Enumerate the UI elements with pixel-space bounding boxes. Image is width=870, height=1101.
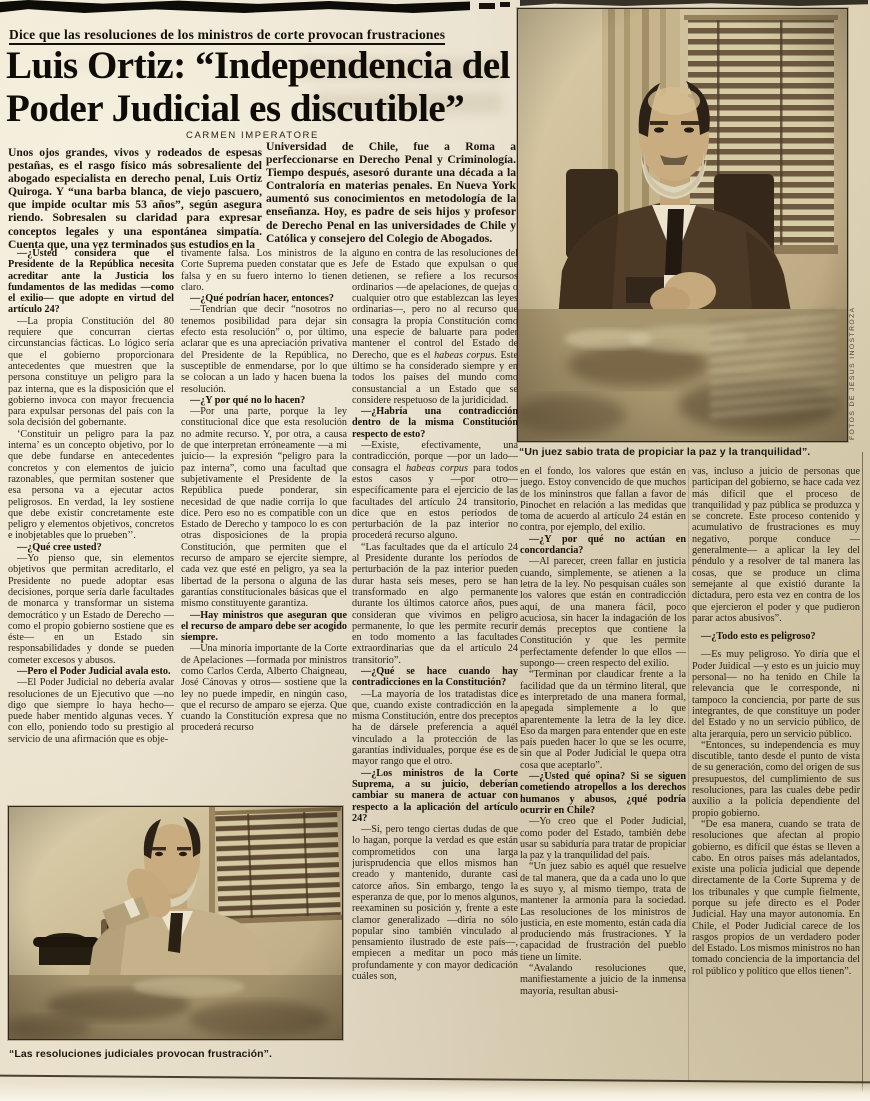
ink-fragment xyxy=(479,3,495,9)
article-paragraph: —¿Usted qué opina? Si se siguen cometiendo atropellos a los derechos humanos y abusos, ¿qué podría ocurrir en Chile? xyxy=(520,771,686,816)
article-paragraph: “Un juez sabio es aquél que resuelve de tal manera, que da a cada uno lo que es suyo y, al mismo tiempo, trata de mantener la armonía para la sociedad. Las resoluciones de los ministros de justicia, en este momento, están cada día produciendo más frustraciones. Y la capacidad de frustración del pueblo tiene un límite. xyxy=(520,861,686,963)
headline-line1: Luis Ortiz: “Independencia del xyxy=(6,44,510,87)
page-bottom-edge xyxy=(0,1082,870,1101)
article-paragraph: —¿Habría una contradicción dentro de la misma Constitución respecto de esto? xyxy=(352,406,518,440)
article-paragraph: —Yo pienso que, sin elementos objetivos que permitan acreditarlo, el Presidente no puede adoptar esas decisiones, porque sería darle facultades de monarca y transformar un sistema democrático y un Estado de Derecho —como el propio gobierno sostiene que es éste— en un Estado sin responsabilidades y donde se pueden cometer excesos y abusos. xyxy=(8,553,174,666)
article-column-2 xyxy=(181,248,347,800)
photo-top-illustration xyxy=(518,9,847,441)
article-paragraph: “De esa manera, cuando se trata de resoluciones que afectan al propio gobierno, es difícil que éstas se lleven a cabo. En otros países más adelantados, existe una policía judicial que depende directamente de la Corte Suprema y de los tribunales y que cumple fielmente, porque su jefe directo es el Poder Judicial. Hay una mayor autonomía. En Chile, el Poder Judicial carece de los rasgos propios de un verdadero poder del Estado. Los mismos ministros no han tomado conciencia de la importancia del rol público y político que ellos tienen”. xyxy=(692,818,860,977)
headline xyxy=(6,44,510,130)
article-paragraph: “Las facultades que da el artículo 24 al Presidente durante los períodos de perturbación de la paz interior pueden durar hasta seis meses, pero se han transformado en algo permanente durante los últimos catorce años, pues consideran que vivimos en peligro permanente, lo que les permite recurir en todo momento a las facultades extraordinarias que da el artículo 24 transitorio”. xyxy=(352,541,518,666)
article-paragraph: —Tendrían que decir “nosotros no tenemos posibilidad para dejar sin efecto esta resolución” o, por último, aclarar que es una apreciación privativa del Presidente de la República, no susceptible de enmendarse, por lo que se colocan a un lado y hacen buena la resolución. xyxy=(181,304,347,395)
byline: CARMEN IMPERATORE xyxy=(186,130,319,141)
article-paragraph: alguno en contra de las resoluciones del Jefe de Estado que expulsan o que detienen, se refiere a los recursos ordinarios —de apelaciones, de quejas o cualquier otro que establezcan las leyes ordinarias—, pero no al recurso que consagra la propia Constitución como una especie de baluarte para poder mantener el control del Estado de Derecho, que es el habeas corpus. Este último se ha considerado siempre y en todos los países del mundo como consustancial a un Estado que se considere respetuoso de la juridicidad. xyxy=(352,248,518,406)
article-paragraph: —El Poder Judicial no debería avalar resoluciones de un Ejecutivo que —no digo que siempre lo haya hecho— puede haber mentido algunas veces. Y con ello, poniendo todo su prestigio al servicio de una afirmación que es obje- xyxy=(8,677,174,745)
article-paragraph: —¿Y por qué no actúan en concordancia? xyxy=(520,533,686,557)
photo-top-caption: “Un juez sabio trata de propiciar la paz y la tranquilidad”. xyxy=(519,446,811,458)
article-paragraph: —¿Y por qué no lo hacen? xyxy=(190,394,306,406)
article-paragraph: “Terminan por claudicar frente a la facilidad que da un término literal, que es interpretado de una manera formal, apegada simplemente a lo que aparentemente la letra de la ley dice. Eso da margen para entender que en este país pueden hacer lo que se les ocurre, sin que al Poder Judicial le quepa otra cosa que aceptarlo”. xyxy=(520,669,686,771)
article-paragraph: tivamente falsa. Los ministros de la Corte Suprema pueden constatar que es falsa y en su fuero interno lo tienen claro. xyxy=(181,248,347,293)
page-top-ink-bar xyxy=(0,0,470,13)
article-paragraph: —La mayoría de los tratadistas dice que, cuando existe contradicción en la misma Constitución, entre dos preceptos ha de dársele preferencia a aquél vinculado a la protección de las garantías individuales, porque ése es de mayor rango que el otro. xyxy=(352,688,518,768)
article-paragraph: “Avalando resoluciones que, manifiestamente a juicio de la inmensa mayoría, resultan abusi- xyxy=(520,963,686,997)
ink-fragment xyxy=(520,0,868,6)
vignette xyxy=(9,807,342,1039)
article-paragraph: —Existe, efectivamente, una contradicción, porque —por un lado— consagra el habeas corpus para todos estos casos y —por otro— específicamente para el ejercicio de las facultades del artículo 24 transitorio, dice que en estos períodos de perturbación de la paz interior no procederá recurso alguno. xyxy=(352,440,518,542)
photo-luis-ortiz-gesturing xyxy=(8,806,343,1040)
article-paragraph: —Pero el Poder Judicial avala esto. xyxy=(17,665,171,677)
photo-credit: FOTOS DE JESUS INOSTROZA xyxy=(849,306,856,440)
photo-luis-ortiz-at-desk xyxy=(517,8,848,442)
article-paragraph: —¿Usted considera que el Presidente de la República necesita acreditar ante la Justicia los fundamentos de las medidas —como el exilio— que adopte en virtud del artículo 24? xyxy=(8,248,174,316)
intro-paragraph-left: Unos ojos grandes, vivos y rodeados de espesas pestañas, es el rasgo físico más sobresaliente del abogado especialista en derecho penal, Luis Ortiz Quiroga. Y “una barba blanca, de viejo pascuero, que impide ocultar mis 53 años”, según asegura riendo. Sobresalen su claridad para expresar conceptos legales y una espontánea simpatía. Cuenta que, una vez terminados sus estudios en la xyxy=(8,146,262,251)
photo-bottom-illustration xyxy=(9,807,342,1039)
article-paragraph: —La propia Constitución del 80 requiere que concurran ciertas circunstancias fácticas. Lo lógico sería que el gobierno proporcionara antecedentes que muestren que la persona constituye un peligro para la paz interna, que es la disposición que el gobierno invoca con mayor frecuencia para expulsar personas del país con la sola decisión del gobernante. xyxy=(8,315,174,429)
vignette xyxy=(518,9,847,441)
article-paragraph: —¿Qué podrían hacer, entonces? xyxy=(190,293,334,305)
article-paragraph: ‘Constituir un peligro para la paz interna’ es un concepto objetivo, por lo que debe fundarse en antecedentes concretos y con elementos de juicio razonables, que permitan sostener que esa persona va a ejecutar actos peligrosos. En verdad, la ley sostiene que debe existir concretamente este peligro y elementos objetivos, concretos e inobjetables que lo prueben’’. xyxy=(8,428,174,542)
article-paragraph: —Es muy peligroso. Yo diría que el Poder Juidical —y esto es un juicio muy personal— no ha tenido en Chile la relevancia que le corresponde, ni tampoco la conciencia, por parte de sus integrantes, de que constituye un poder del Estado y no un servicio público, de alta jerarquía, pero un servicio público. xyxy=(692,649,860,740)
article-paragraph: en el fondo, los valores que están en juego. Estoy convencido de que muchos de los mininstros que fallan a favor de Pinochet en relación a las medidas que toma de acuerdo al artículo 24 están en contra, por ejemplo, del exilio. xyxy=(520,466,686,534)
article-paragraph: vas, incluso a juicio de personas que participan del gobierno, se hace cada vez más difícil que el proceso de tranquilidad y paz pública se produzca y se concrete. Este proceso contenido y acumulativo de frustraciones es muy negativo, porque conduce —generalmente— a aplicar la ley del péndulo y a resolver de tal manera las cosas, que se produce un clima semejante al que existió durante la dictadura, pero esta vez en contra de los que ejercieron el poder y que pudieron parar actos abusivos”. xyxy=(692,466,860,624)
article-paragraph: —Sí, pero tengo ciertas dudas de que lo hagan, porque la verdad es que están comprometidos con una larga jurisprudencia que ellos mismos han creado y mantenido, durante casi catorce años. Sin embargo, tengo la esperanza de que, por lo menos algunos, reexaminen su posición y, frente a este clamor generalizado —diría no sólo popular sino también vinculado al pensamiento ilustrado de este país—, empiecen a meditar un poco más profundamente y con mayor dedicación cuáles son, xyxy=(352,824,518,982)
ink-fragment xyxy=(500,2,510,7)
article-paragraph: —Hay ministros que aseguran que el recurso de amparo debe ser acogido siempre. xyxy=(181,609,347,644)
article-column-3 xyxy=(352,248,518,1086)
photo-bottom-caption: “Las resoluciones judiciales provocan frustración”. xyxy=(9,1048,273,1060)
article-paragraph: —Yo creo que el Poder Judicial, como poder del Estado, también debe usar su sabiduría para tratar de propiciar la paz y la tranquilidad del país. xyxy=(520,816,686,862)
article-paragraph: —Por una parte, porque la ley constitucional dice que esta resolución no admite recurso. Y, por otra, a causa de que interpretan erróneamente —a mi juicio— la expresión “peligro para la paz interna”, como una facultad que subjetivamente el Presidente de la República puede ponderar, sin necesidad de que nadie corrija lo que dice. Pero eso no es compatible con un Estado de Derecho y tampoco lo es con otras disposiciones de la propia Constitución, que permiten que el recurso de amparo se ejercite siempre, cada vez que esté en peligro, ya sea la libertad de la persona o alguna de las garantías constitucionales básicas que el mismo constituyente garantiza. xyxy=(181,406,347,610)
kicker-text: Dice que las resoluciones de los ministros de corte provocan frustraciones xyxy=(9,27,445,45)
headline-line2: Poder Judicial es discutible” xyxy=(6,87,465,130)
kicker xyxy=(9,27,445,43)
article-paragraph: “Entonces, su independencia es muy discutible, tanto desde el punto de vista de su generación, como del origen de sus presupuestos, del cumplimiento de sus resoluciones, para las cuales debe pedir auxilio a la policía dependiente del propio gobierno. xyxy=(692,739,860,819)
article-column-1 xyxy=(8,248,174,800)
article-column-5 xyxy=(692,466,860,1084)
intro-paragraph-right: Universidad de Chile, fue a Roma a perfeccionarse en Derecho Penal y Criminología. Tiempo después, asesoró durante una década a la Contraloría en materias penales. En Nueva York aumentó sus conocimientos en metodología de la enseñanza. Hoy, es padre de seis hijos y profesor de Derecho Penal en las universidades de Chile y Católica y consejero del Colegio de Abogados. xyxy=(266,140,516,245)
article-paragraph: —Una minoría importante de la Corte de Apelaciones —formada por ministros como Carlos Cerda, Alberto Chaigneau, José Cánovas y otros— sostiene que la ley no puede impedir, en ningún caso, que el recurso de amparo se ejerza. Que cuando la Constitución expresa que no procederá recurso xyxy=(181,643,347,734)
right-column-rule xyxy=(862,452,863,1092)
column-divider-rule xyxy=(688,470,689,1082)
article-paragraph: —¿Qué se hace cuando hay contradicciones en la Constitución? xyxy=(352,665,518,689)
article-paragraph: —¿Qué cree usted? xyxy=(17,541,102,553)
article-paragraph: —¿Los ministros de la Corte Suprema, a su juicio, deberían cambiar su manera de actuar con respecto a la aplicación del artículo 24? xyxy=(352,767,518,824)
article-column-4 xyxy=(520,466,686,1084)
article-paragraph: —¿Todo esto es peligroso? xyxy=(701,631,816,643)
article-paragraph: —Al parecer, creen fallar en justicia cuando, simplemente, se atienen a la letra de la ley. No pesquisan cuáles son los valores que están en contradicción aquí, de una manera fácil, poco acuciosa, sin hacer la indagación de los demás preceptos que contiene la Constitución y que les permite perfectamente defender lo que ellos —supongo— creen respecto del exilio. xyxy=(520,556,686,670)
